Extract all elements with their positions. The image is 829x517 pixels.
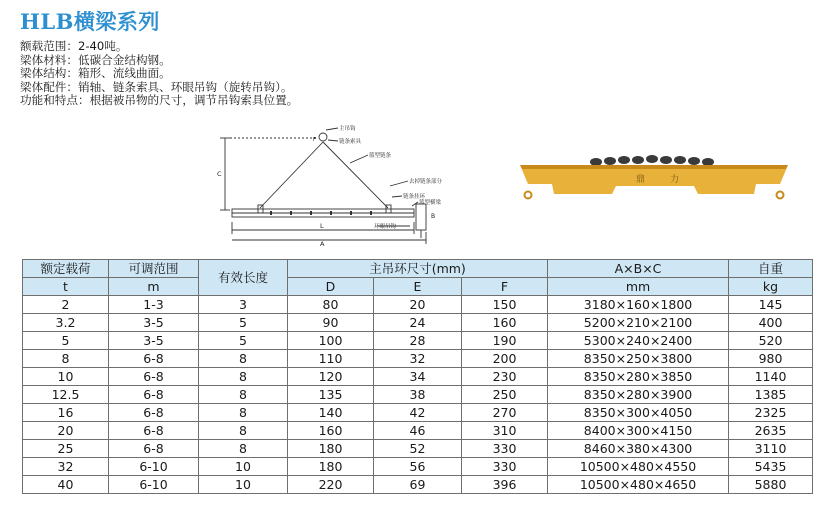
cell-f: 396 <box>462 476 548 494</box>
photo-brand-mark-2: 力 <box>670 175 680 185</box>
cell-abc: 8350×300×4050 <box>548 404 729 422</box>
photo-brand-mark: 鼎 <box>636 175 646 185</box>
cell-rated-load: 8 <box>23 350 109 368</box>
cell-adjust-range: 6-8 <box>109 422 199 440</box>
cell-f: 310 <box>462 422 548 440</box>
diagram-mark-f: F <box>313 137 316 143</box>
cell-e: 52 <box>374 440 462 458</box>
table-row <box>23 314 813 332</box>
cell-f: 200 <box>462 350 548 368</box>
cell-effective-length: 10 <box>199 476 288 494</box>
cell-abc: 8350×250×3800 <box>548 350 729 368</box>
header-adjust-range: 可调范围 <box>109 260 199 278</box>
unit-d: D <box>288 278 374 296</box>
cell-adjust-range: 1-3 <box>109 296 199 314</box>
cell-weight: 2325 <box>729 404 813 422</box>
unit-rated-load: t <box>23 278 109 296</box>
cell-rated-load: 12.5 <box>23 386 109 404</box>
cell-effective-length: 8 <box>199 440 288 458</box>
cell-effective-length: 5 <box>199 314 288 332</box>
cell-abc: 8350×280×3850 <box>548 368 729 386</box>
cell-e: 56 <box>374 458 462 476</box>
cell-f: 330 <box>462 440 548 458</box>
header-abc: A×B×C <box>548 260 729 278</box>
cell-rated-load: 32 <box>23 458 109 476</box>
cell-e: 20 <box>374 296 462 314</box>
cell-adjust-range: 6-10 <box>109 458 199 476</box>
cell-e: 38 <box>374 386 462 404</box>
diagram-label-eye-hook: 环眼吊钩 <box>374 224 397 230</box>
spec-load-range: 额载范围：2-40吨。 <box>20 39 128 53</box>
cell-abc: 8400×300×4150 <box>548 422 729 440</box>
diagram-dim-b: B <box>431 213 436 220</box>
cell-adjust-range: 6-8 <box>109 368 199 386</box>
cell-adjust-range: 6-10 <box>109 476 199 494</box>
unit-f: F <box>462 278 548 296</box>
cell-adjust-range: 6-8 <box>109 386 199 404</box>
cell-f: 160 <box>462 314 548 332</box>
table-row <box>23 368 813 386</box>
cell-effective-length: 5 <box>199 332 288 350</box>
cell-effective-length: 8 <box>199 350 288 368</box>
cell-d: 140 <box>288 404 374 422</box>
cell-e: 42 <box>374 404 462 422</box>
cell-rated-load: 3.2 <box>23 314 109 332</box>
table-row <box>23 296 813 314</box>
cell-adjust-range: 3-5 <box>109 332 199 350</box>
cell-abc: 5200×210×2100 <box>548 314 729 332</box>
cell-d: 220 <box>288 476 374 494</box>
table-header-row <box>23 260 813 278</box>
table-row <box>23 350 813 368</box>
cell-d: 135 <box>288 386 374 404</box>
cell-abc: 3180×160×1800 <box>548 296 729 314</box>
diagram-label-basket-chain: 篮型链条 <box>369 153 392 159</box>
cell-weight: 5435 <box>729 458 813 476</box>
spec-features: 功能和特点：根据被吊物的尺寸，调节吊钩索具位置。 <box>20 93 299 108</box>
spec-accessories: 梁体配件：销轴、链条索具、环眼吊钩（旋转吊钩）。 <box>20 79 293 94</box>
header-weight: 自重 <box>729 260 813 278</box>
table-row <box>23 386 813 404</box>
cell-weight: 400 <box>729 314 813 332</box>
cell-weight: 520 <box>729 332 813 350</box>
cell-abc: 10500×480×4650 <box>548 476 729 494</box>
unit-adjust-range: m <box>109 278 199 296</box>
cell-d: 90 <box>288 314 374 332</box>
cell-f: 330 <box>462 458 548 476</box>
cell-abc: 8350×280×3900 <box>548 386 729 404</box>
table-row <box>23 422 813 440</box>
cell-effective-length: 8 <box>199 368 288 386</box>
diagram-label-basket-beam: 篮型横梁 <box>419 200 442 206</box>
cell-adjust-range: 3-5 <box>109 314 199 332</box>
cell-d: 180 <box>288 440 374 458</box>
cell-effective-length: 8 <box>199 386 288 404</box>
table-unit-row <box>23 278 813 296</box>
cell-d: 120 <box>288 368 374 386</box>
table-row <box>23 458 813 476</box>
beam-photo <box>518 150 790 202</box>
cell-adjust-range: 6-8 <box>109 440 199 458</box>
spec-material: 梁体材料：低碳合金结构钢。 <box>20 52 171 67</box>
cell-f: 150 <box>462 296 548 314</box>
diagram-label-chain-sling: 链条索具 <box>339 139 362 145</box>
cell-d: 80 <box>288 296 374 314</box>
cell-weight: 5880 <box>729 476 813 494</box>
cell-effective-length: 8 <box>199 404 288 422</box>
cell-d: 100 <box>288 332 374 350</box>
unit-weight: kg <box>729 278 813 296</box>
cell-abc: 8460×380×4300 <box>548 440 729 458</box>
cell-rated-load: 16 <box>23 404 109 422</box>
table-body <box>23 296 813 494</box>
cell-rated-load: 25 <box>23 440 109 458</box>
page-title: HLB横梁系列 <box>20 9 160 34</box>
cell-weight: 980 <box>729 350 813 368</box>
header-rated-load: 额定载荷 <box>23 260 109 278</box>
table-row <box>23 404 813 422</box>
unit-e: E <box>374 278 462 296</box>
cell-weight: 1140 <box>729 368 813 386</box>
cell-rated-load: 40 <box>23 476 109 494</box>
spec-table <box>22 259 813 494</box>
table-row <box>23 332 813 350</box>
spec-structure: 梁体结构：箱形、流线曲面。 <box>20 66 171 81</box>
cell-e: 69 <box>374 476 462 494</box>
cell-d: 180 <box>288 458 374 476</box>
table-row <box>23 440 813 458</box>
cell-weight: 3110 <box>729 440 813 458</box>
diagram-dim-l: L <box>320 222 324 230</box>
diagram-label-chain-ring: 链条挂环 <box>403 194 426 200</box>
beam-diagram <box>210 118 470 248</box>
cell-e: 28 <box>374 332 462 350</box>
cell-f: 250 <box>462 386 548 404</box>
cell-e: 46 <box>374 422 462 440</box>
cell-weight: 145 <box>729 296 813 314</box>
cell-f: 270 <box>462 404 548 422</box>
cell-e: 24 <box>374 314 462 332</box>
cell-adjust-range: 6-8 <box>109 404 199 422</box>
cell-adjust-range: 6-8 <box>109 350 199 368</box>
cell-rated-load: 5 <box>23 332 109 350</box>
cell-effective-length: 8 <box>199 422 288 440</box>
cell-e: 32 <box>374 350 462 368</box>
cell-rated-load: 10 <box>23 368 109 386</box>
spec-list <box>20 40 298 108</box>
cell-e: 34 <box>374 368 462 386</box>
cell-f: 230 <box>462 368 548 386</box>
cell-d: 160 <box>288 422 374 440</box>
diagram-dim-a: A <box>320 240 325 248</box>
cell-rated-load: 20 <box>23 422 109 440</box>
cell-rated-load: 2 <box>23 296 109 314</box>
cell-effective-length: 3 <box>199 296 288 314</box>
diagram-dim-c: C <box>217 170 222 178</box>
header-effective-length: 有效长度 <box>199 260 288 296</box>
table-row <box>23 476 813 494</box>
unit-abc: mm <box>548 278 729 296</box>
cell-f: 190 <box>462 332 548 350</box>
diagram-label-main-hook: 主吊钩 <box>339 126 356 132</box>
cell-weight: 2635 <box>729 422 813 440</box>
cell-effective-length: 10 <box>199 458 288 476</box>
cell-d: 110 <box>288 350 374 368</box>
cell-abc: 10500×480×4550 <box>548 458 729 476</box>
diagram-label-removed-chain: 去掉链条部分 <box>409 179 443 185</box>
header-ring-size: 主吊环尺寸(mm) <box>288 260 548 278</box>
cell-weight: 1385 <box>729 386 813 404</box>
cell-abc: 5300×240×2400 <box>548 332 729 350</box>
